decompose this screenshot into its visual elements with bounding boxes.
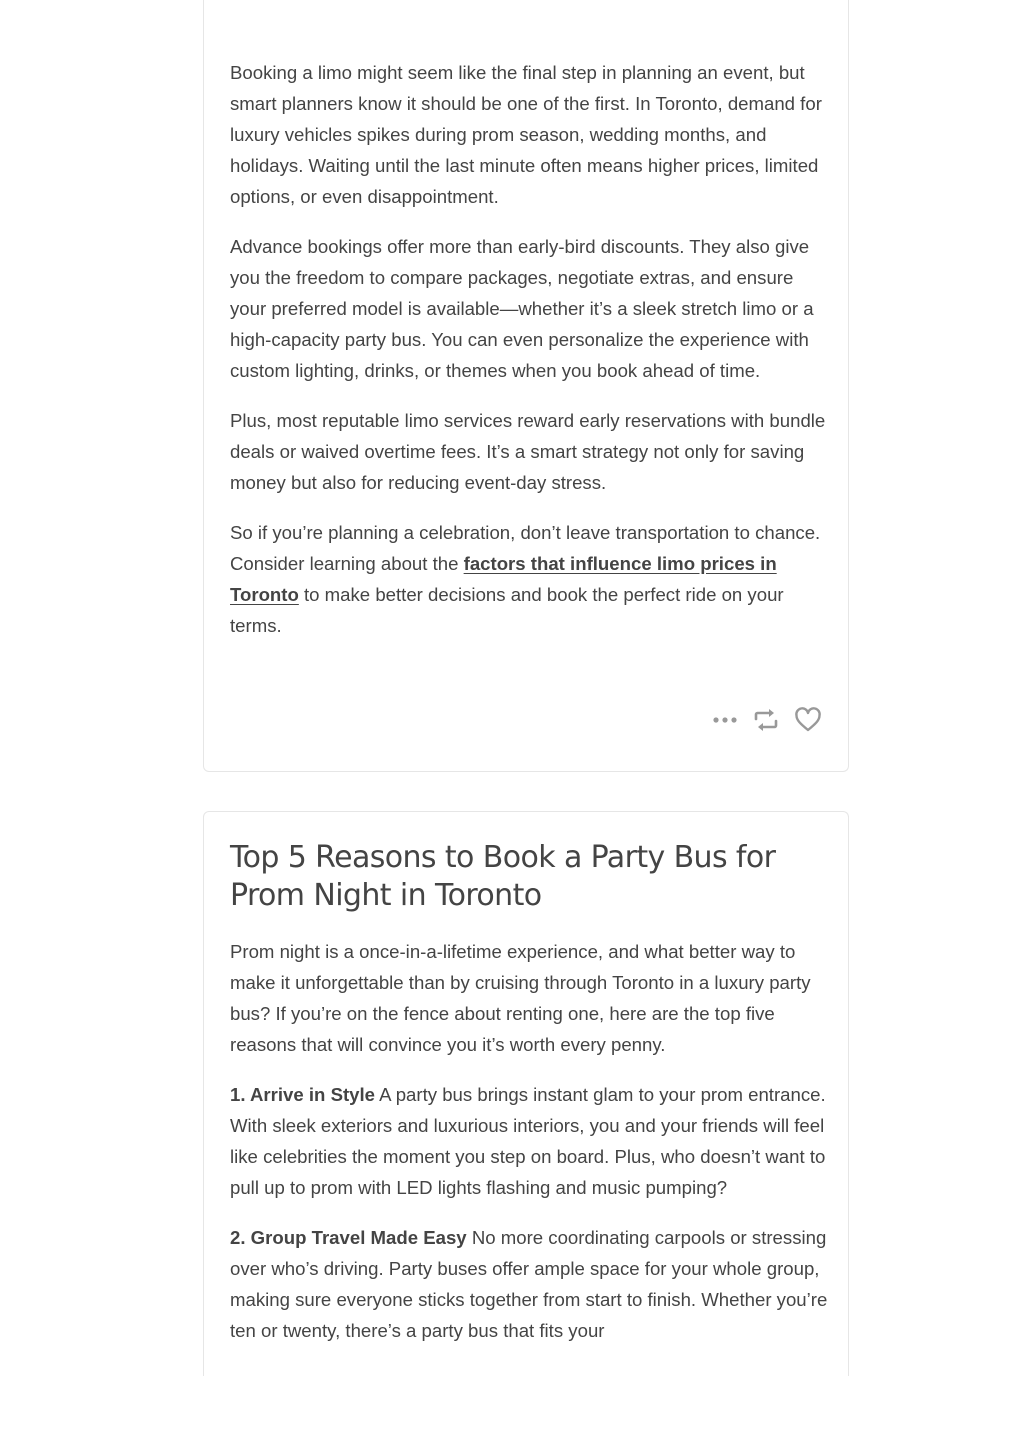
paragraph: Advance bookings offer more than early-bird discounts. They also give you the freedom to compare packages, negotiate extras, and ensure your preferred model is available—whether it’s a sleek stretch limo or a high-capacity party bus. You can even personalize the experience with custom lighting, drinks, or themes when you book ahead of time. xyxy=(230,236,814,381)
post-card-limo-booking xyxy=(203,0,849,772)
reason-heading: 1. Arrive in Style xyxy=(230,1084,376,1105)
ellipsis-icon xyxy=(712,707,738,733)
reason-text: No more coordinating carpools or stressing over who’s driving. Party buses offer ample space for your whole group, making sure everyone sticks together from start to finish. Whether you’re ten or twenty, there’s a party bus that fits your xyxy=(230,1227,828,1341)
post-body xyxy=(230,936,830,1365)
reason-text: A party bus brings instant glam to your prom entrance. With sleek exteriors and luxurious interiors, you and your friends will feel like celebrities the moment you step on board. Plus, who doesn’t want to pull up to prom with LED lights flashing and music pumping? xyxy=(230,1084,826,1198)
reblog-icon xyxy=(752,706,780,734)
closing-text-after: to make better decisions and book the perfect ride on your terms. xyxy=(230,584,784,636)
post-body xyxy=(230,57,830,660)
intro-paragraph: Prom night is a once-in-a-lifetime experience, and what better way to make it unforgettable than by cruising through Toronto in a luxury party bus? If you’re on the fence about renting one, here are the top five reasons that will convince you it’s worth every penny. xyxy=(230,941,811,1055)
reblog-button[interactable] xyxy=(752,706,780,734)
reason-paragraph xyxy=(230,1079,830,1203)
page-bottom-margin xyxy=(0,1376,1024,1449)
more-options-button[interactable] xyxy=(712,707,738,733)
post-title: Top 5 Reasons to Book a Party Bus for Prom Night in Toronto xyxy=(230,840,776,913)
post-card-party-bus xyxy=(203,811,849,1411)
closing-paragraph xyxy=(230,517,830,641)
paragraph: Plus, most reputable limo services reward early reservations with bundle deals or waived overtime fees. It’s a smart strategy not only for saving money but also for reducing event-day stress. xyxy=(230,410,826,493)
post-actions xyxy=(712,703,822,737)
reason-heading: 2. Group Travel Made Easy xyxy=(230,1227,467,1248)
heart-icon xyxy=(794,706,822,734)
paragraph: Booking a limo might seem like the final step in planning an event, but smart planners know it should be one of the first. In Toronto, demand for luxury vehicles spikes during prom season, wedding months, and holidays. Waiting until the last minute often means higher prices, limited options, or even disappointment. xyxy=(230,62,822,207)
closing-text-before: So if you’re planning a celebration, don’t leave transportation to chance. Consider learning about the xyxy=(230,522,821,574)
like-button[interactable] xyxy=(794,706,822,734)
limo-prices-link[interactable]: factors that influence limo prices in Toronto xyxy=(230,553,777,605)
reason-paragraph xyxy=(230,1222,830,1346)
